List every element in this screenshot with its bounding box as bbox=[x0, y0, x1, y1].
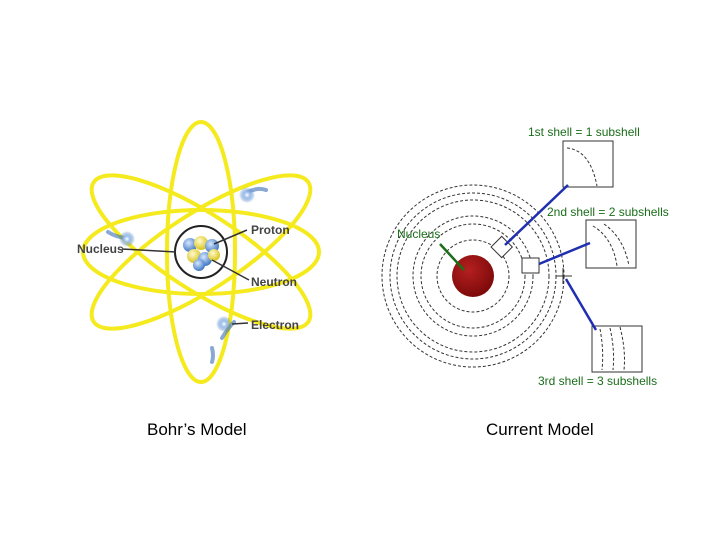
shell-3-label: 3rd shell = 3 subshells bbox=[538, 374, 658, 388]
subshell-boxes bbox=[563, 141, 642, 372]
connector-shell-3 bbox=[566, 279, 596, 330]
electron-label: Electron bbox=[251, 318, 300, 332]
electron bbox=[239, 187, 255, 203]
shell-2-marker bbox=[522, 258, 539, 273]
shell-markers bbox=[491, 236, 572, 284]
electron bbox=[216, 316, 232, 332]
connector-shell-2 bbox=[539, 243, 590, 264]
subshell-box-2-frame bbox=[586, 220, 636, 268]
shell-1-label: 1st shell = 1 subshell bbox=[528, 125, 640, 139]
shell-2-label: 2nd shell = 2 subshells bbox=[547, 205, 669, 219]
bohr-model-caption: Bohr’s Model bbox=[147, 420, 247, 439]
nucleus-pointer-green bbox=[440, 244, 464, 270]
subshell-box-3 bbox=[592, 326, 642, 372]
electron-pointer bbox=[232, 323, 248, 324]
subshell-box-2 bbox=[586, 220, 636, 268]
proton bbox=[208, 249, 220, 261]
current-nucleus-label: Nucleus bbox=[397, 227, 441, 241]
electron-trail bbox=[212, 348, 213, 362]
nucleus-label: Nucleus bbox=[77, 242, 124, 256]
bohr-model bbox=[73, 122, 329, 382]
neutron bbox=[193, 259, 205, 271]
current-model-caption: Current Model bbox=[486, 420, 594, 439]
current-model bbox=[382, 125, 669, 388]
current-nucleus bbox=[452, 255, 494, 297]
subshell-box-3-frame bbox=[592, 326, 642, 372]
subshell-box-1 bbox=[563, 141, 613, 187]
proton-label: Proton bbox=[251, 223, 290, 237]
subshell-box-1-frame bbox=[563, 141, 613, 187]
neutron-label: Neutron bbox=[251, 275, 297, 289]
bohr-nucleus bbox=[175, 226, 227, 278]
